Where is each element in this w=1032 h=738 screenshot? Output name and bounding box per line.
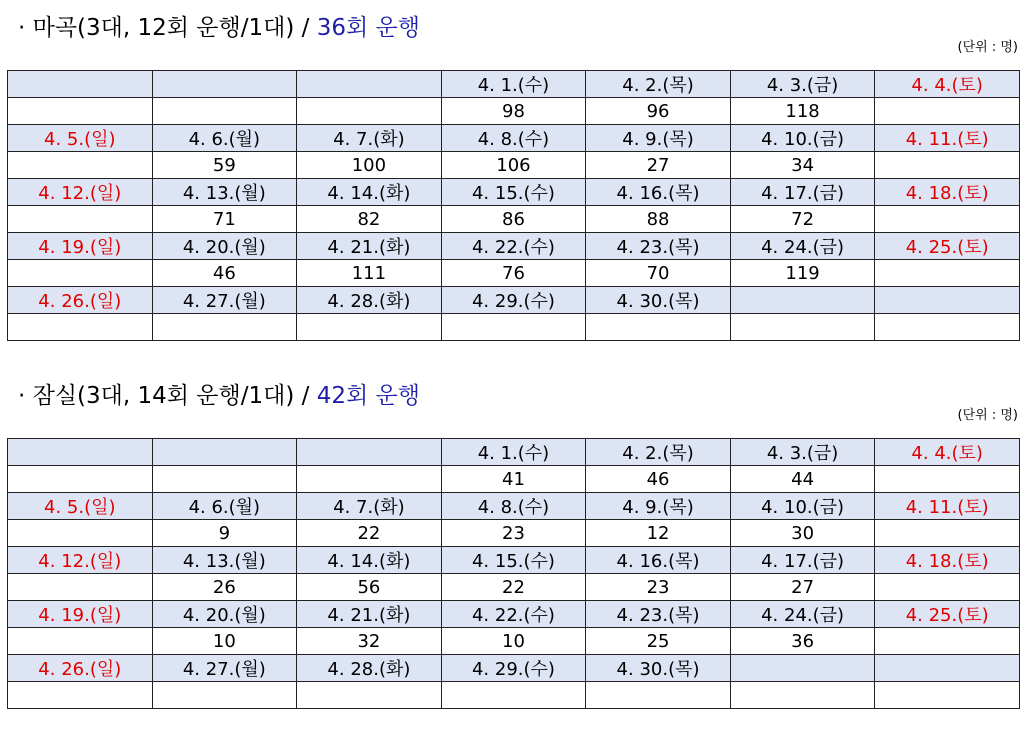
value-row <box>8 98 1020 125</box>
empty-date-cell <box>297 71 442 98</box>
date-cell: 4. 11.(토) <box>875 125 1020 152</box>
empty-count-cell <box>8 628 153 655</box>
empty-count-cell <box>586 682 731 709</box>
count-cell: 41 <box>441 466 586 493</box>
value-row <box>8 466 1020 493</box>
empty-count-cell <box>875 628 1020 655</box>
date-row <box>8 439 1020 466</box>
date-cell: 4. 25.(토) <box>875 233 1020 260</box>
empty-count-cell <box>875 682 1020 709</box>
date-cell: 4. 28.(화) <box>297 655 442 682</box>
value-row <box>8 574 1020 601</box>
date-cell: 4. 30.(목) <box>586 655 731 682</box>
date-row <box>8 233 1020 260</box>
date-cell: 4. 29.(수) <box>441 655 586 682</box>
date-cell: 4. 3.(금) <box>730 71 875 98</box>
date-row <box>8 179 1020 206</box>
empty-count-cell <box>730 682 875 709</box>
section-title-prefix: · 마곡(3대, 12회 운행/1대) / <box>18 15 317 41</box>
count-cell: 36 <box>730 628 875 655</box>
date-cell: 4. 4.(토) <box>875 71 1020 98</box>
empty-date-cell <box>730 287 875 314</box>
value-row <box>8 520 1020 547</box>
empty-count-cell <box>8 98 153 125</box>
empty-count-cell <box>875 98 1020 125</box>
empty-count-cell <box>586 314 731 341</box>
date-cell: 4. 16.(목) <box>586 179 731 206</box>
count-cell: 71 <box>152 206 297 233</box>
date-cell: 4. 6.(월) <box>152 125 297 152</box>
count-cell: 119 <box>730 260 875 287</box>
count-cell: 59 <box>152 152 297 179</box>
empty-count-cell <box>297 98 442 125</box>
empty-count-cell <box>8 682 153 709</box>
empty-count-cell <box>441 682 586 709</box>
count-cell: 46 <box>152 260 297 287</box>
count-cell: 27 <box>730 574 875 601</box>
count-cell: 106 <box>441 152 586 179</box>
date-cell: 4. 23.(목) <box>586 233 731 260</box>
empty-count-cell <box>152 98 297 125</box>
date-cell: 4. 25.(토) <box>875 601 1020 628</box>
date-cell: 4. 11.(토) <box>875 493 1020 520</box>
date-cell: 4. 9.(목) <box>586 493 731 520</box>
empty-count-cell <box>8 466 153 493</box>
empty-count-cell <box>730 314 875 341</box>
date-cell: 4. 5.(일) <box>8 125 153 152</box>
empty-date-cell <box>730 655 875 682</box>
date-cell: 4. 20.(월) <box>152 233 297 260</box>
count-cell: 9 <box>152 520 297 547</box>
empty-date-cell <box>8 71 153 98</box>
date-cell: 4. 24.(금) <box>730 233 875 260</box>
date-row <box>8 287 1020 314</box>
count-cell: 30 <box>730 520 875 547</box>
empty-count-cell <box>8 152 153 179</box>
date-cell: 4. 3.(금) <box>730 439 875 466</box>
empty-count-cell <box>875 206 1020 233</box>
date-row <box>8 601 1020 628</box>
section-title-prefix: · 잠실(3대, 14회 운행/1대) / <box>18 383 317 409</box>
count-cell: 44 <box>730 466 875 493</box>
empty-count-cell <box>8 520 153 547</box>
count-cell: 32 <box>297 628 442 655</box>
section-title-total: 42회 운행 <box>316 383 420 409</box>
section-title-jamsil <box>18 377 420 410</box>
date-cell: 4. 27.(월) <box>152 287 297 314</box>
count-cell: 88 <box>586 206 731 233</box>
date-cell: 4. 18.(토) <box>875 179 1020 206</box>
empty-count-cell <box>441 314 586 341</box>
value-row <box>8 682 1020 709</box>
count-cell: 23 <box>586 574 731 601</box>
date-cell: 4. 7.(화) <box>297 493 442 520</box>
empty-count-cell <box>297 682 442 709</box>
empty-count-cell <box>875 152 1020 179</box>
unit-label: (단위 : 명) <box>957 408 1018 423</box>
empty-date-cell <box>875 655 1020 682</box>
empty-count-cell <box>152 314 297 341</box>
count-cell: 96 <box>586 98 731 125</box>
date-cell: 4. 9.(목) <box>586 125 731 152</box>
date-row <box>8 655 1020 682</box>
value-row <box>8 260 1020 287</box>
empty-count-cell <box>152 466 297 493</box>
empty-count-cell <box>875 314 1020 341</box>
count-cell: 10 <box>441 628 586 655</box>
count-cell: 56 <box>297 574 442 601</box>
date-cell: 4. 17.(금) <box>730 179 875 206</box>
value-row <box>8 206 1020 233</box>
count-cell: 22 <box>297 520 442 547</box>
date-cell: 4. 5.(일) <box>8 493 153 520</box>
count-cell: 70 <box>586 260 731 287</box>
section-title-magok <box>18 9 420 42</box>
date-cell: 4. 26.(일) <box>8 655 153 682</box>
date-cell: 4. 7.(화) <box>297 125 442 152</box>
date-cell: 4. 2.(목) <box>586 439 731 466</box>
calendar-table-magok <box>7 70 1020 341</box>
date-cell: 4. 24.(금) <box>730 601 875 628</box>
calendar-table-jamsil <box>7 438 1020 709</box>
date-row <box>8 493 1020 520</box>
value-row <box>8 152 1020 179</box>
empty-count-cell <box>875 574 1020 601</box>
count-cell: 12 <box>586 520 731 547</box>
date-cell: 4. 19.(일) <box>8 233 153 260</box>
date-cell: 4. 21.(화) <box>297 601 442 628</box>
value-row <box>8 314 1020 341</box>
empty-count-cell <box>8 314 153 341</box>
date-cell: 4. 15.(수) <box>441 179 586 206</box>
date-cell: 4. 29.(수) <box>441 287 586 314</box>
date-cell: 4. 1.(수) <box>441 439 586 466</box>
date-row <box>8 125 1020 152</box>
date-cell: 4. 8.(수) <box>441 125 586 152</box>
date-cell: 4. 28.(화) <box>297 287 442 314</box>
count-cell: 22 <box>441 574 586 601</box>
empty-date-cell <box>152 439 297 466</box>
date-row <box>8 71 1020 98</box>
date-cell: 4. 21.(화) <box>297 233 442 260</box>
date-cell: 4. 22.(수) <box>441 601 586 628</box>
date-cell: 4. 17.(금) <box>730 547 875 574</box>
empty-count-cell <box>297 466 442 493</box>
date-cell: 4. 12.(일) <box>8 179 153 206</box>
empty-count-cell <box>875 520 1020 547</box>
count-cell: 86 <box>441 206 586 233</box>
date-cell: 4. 2.(목) <box>586 71 731 98</box>
date-cell: 4. 19.(일) <box>8 601 153 628</box>
count-cell: 98 <box>441 98 586 125</box>
date-cell: 4. 18.(토) <box>875 547 1020 574</box>
count-cell: 25 <box>586 628 731 655</box>
count-cell: 27 <box>586 152 731 179</box>
date-cell: 4. 20.(월) <box>152 601 297 628</box>
empty-count-cell <box>297 314 442 341</box>
empty-count-cell <box>8 574 153 601</box>
count-cell: 10 <box>152 628 297 655</box>
date-cell: 4. 14.(화) <box>297 179 442 206</box>
count-cell: 46 <box>586 466 731 493</box>
date-row <box>8 547 1020 574</box>
date-cell: 4. 4.(토) <box>875 439 1020 466</box>
date-cell: 4. 22.(수) <box>441 233 586 260</box>
empty-count-cell <box>8 206 153 233</box>
date-cell: 4. 16.(목) <box>586 547 731 574</box>
empty-count-cell <box>875 260 1020 287</box>
count-cell: 111 <box>297 260 442 287</box>
date-cell: 4. 10.(금) <box>730 493 875 520</box>
date-cell: 4. 30.(목) <box>586 287 731 314</box>
count-cell: 100 <box>297 152 442 179</box>
empty-count-cell <box>152 682 297 709</box>
date-cell: 4. 12.(일) <box>8 547 153 574</box>
date-cell: 4. 10.(금) <box>730 125 875 152</box>
count-cell: 82 <box>297 206 442 233</box>
date-cell: 4. 26.(일) <box>8 287 153 314</box>
date-cell: 4. 13.(월) <box>152 179 297 206</box>
count-cell: 23 <box>441 520 586 547</box>
empty-date-cell <box>875 287 1020 314</box>
date-cell: 4. 15.(수) <box>441 547 586 574</box>
count-cell: 34 <box>730 152 875 179</box>
count-cell: 72 <box>730 206 875 233</box>
date-cell: 4. 1.(수) <box>441 71 586 98</box>
count-cell: 118 <box>730 98 875 125</box>
date-cell: 4. 14.(화) <box>297 547 442 574</box>
value-row <box>8 628 1020 655</box>
date-cell: 4. 27.(월) <box>152 655 297 682</box>
section-title-total: 36회 운행 <box>316 15 420 41</box>
count-cell: 26 <box>152 574 297 601</box>
date-cell: 4. 23.(목) <box>586 601 731 628</box>
empty-date-cell <box>8 439 153 466</box>
empty-date-cell <box>152 71 297 98</box>
date-cell: 4. 6.(월) <box>152 493 297 520</box>
date-cell: 4. 8.(수) <box>441 493 586 520</box>
count-cell: 76 <box>441 260 586 287</box>
unit-label: (단위 : 명) <box>957 40 1018 55</box>
empty-count-cell <box>8 260 153 287</box>
empty-count-cell <box>875 466 1020 493</box>
date-cell: 4. 13.(월) <box>152 547 297 574</box>
empty-date-cell <box>297 439 442 466</box>
